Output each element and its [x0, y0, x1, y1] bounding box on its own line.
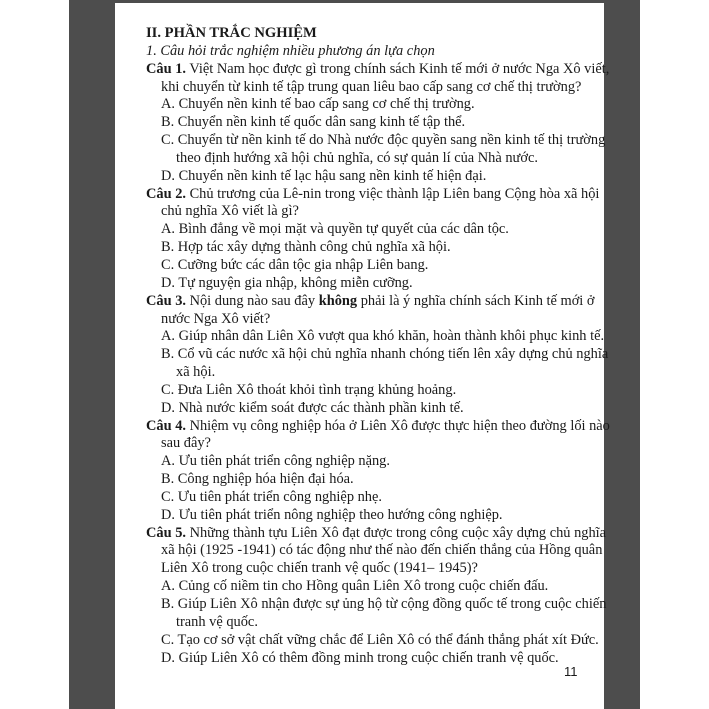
- question-label: Câu 3.: [146, 292, 186, 309]
- answer-option: [146, 168, 573, 186]
- question-text: xã hội (1925 -1941) có tác động như thế nào đến chiến thắng của Hồng quân: [161, 542, 603, 559]
- answer-option: [146, 257, 573, 275]
- question-text: Nhiệm vụ công nghiệp hóa ở Liên Xô được thực hiện theo đường lối nào: [185, 417, 610, 434]
- answer-option-text: theo định hướng xã hội chủ nghĩa, có sự quản lí của Nhà nước.: [176, 149, 538, 166]
- answer-option-text: C. Tạo cơ sở vật chất vững chắc để Liên Xô có thể đánh thắng phát xít Đức.: [161, 631, 599, 648]
- answer-option-text: xã hội.: [176, 364, 216, 381]
- answer-option: [146, 631, 599, 650]
- answer-option: [146, 400, 573, 418]
- answer-option: [146, 346, 609, 382]
- question-text: Những thành tựu Liên Xô đạt được trong công cuộc xây dựng chủ nghĩa: [185, 524, 607, 541]
- answer-option: [146, 382, 573, 400]
- question-text: Nội dung nào sau đây: [185, 292, 319, 309]
- question-label: Câu 4.: [146, 417, 186, 434]
- question-label: Câu 1.: [146, 60, 186, 77]
- question-text-line: [146, 524, 607, 543]
- section-subheading: 1. Câu hỏi trắc nghiệm nhiều phương án lựa chọn: [146, 42, 435, 59]
- answer-option-text: A. Giúp nhân dân Liên Xô vượt qua khó khăn, hoàn thành khôi phục kinh tế.: [161, 328, 605, 345]
- page-content: [146, 25, 610, 667]
- question-text: Việt Nam học được gì trong chính sách Kinh tế mới ở nước Nga Xô viết,: [185, 60, 610, 77]
- answer-option-text: B. Công nghiệp hóa hiện đại hóa.: [161, 471, 354, 488]
- answer-option: [146, 453, 573, 471]
- answer-option-text: D. Ưu tiên phát triển nông nghiệp theo hướng công nghiệp.: [161, 506, 503, 523]
- answer-option-text: C. Ưu tiên phát triển công nghiệp nhẹ.: [161, 488, 382, 505]
- answer-option: [146, 489, 573, 507]
- section-heading: II. PHẦN TRẮC NGHIỆM: [146, 25, 317, 41]
- question-text: khi chuyển từ kinh tế tập trung quan liêu bao cấp sang cơ chế thị trường?: [161, 78, 582, 95]
- answer-option: [146, 328, 605, 346]
- answer-option-text: A. Bình đẳng về mọi mặt và quyền tự quyết của các dân tộc.: [161, 221, 509, 238]
- question-text-line: [146, 435, 573, 453]
- question-text: phải là ý nghĩa chính sách Kinh tế mới ở: [357, 292, 595, 309]
- question-text: Liên Xô trong cuộc chiến tranh vệ quốc (1941– 1945)?: [161, 560, 478, 577]
- question-label: Câu 2.: [146, 185, 186, 202]
- answer-option: [146, 578, 573, 596]
- question-text-line: [146, 560, 573, 578]
- answer-option: [146, 114, 573, 132]
- answer-option-text: D. Tự nguyện gia nhập, không miễn cưỡng.: [161, 274, 413, 291]
- answer-option-text: tranh vệ quốc.: [176, 613, 258, 630]
- answer-option-text: A. Củng cố niềm tin cho Hồng quân Liên Xô trong cuộc chiến đấu.: [161, 578, 549, 595]
- answer-option: [146, 96, 573, 114]
- answer-option: [146, 239, 573, 257]
- answer-option-text: A. Chuyển nền kinh tế bao cấp sang cơ chế thị trường.: [161, 96, 475, 113]
- question-3: [146, 292, 609, 418]
- answer-option: [146, 275, 573, 293]
- answer-option-text: D. Chuyển nền kinh tế lạc hậu sang nền kinh tế hiện đại.: [161, 167, 487, 184]
- page-number: 11: [564, 664, 578, 679]
- question-5: [146, 524, 607, 668]
- question-text: Chủ trương của Lê-nin trong việc thành lập Liên bang Cộng hòa xã hội: [185, 185, 600, 202]
- answer-option: [146, 596, 607, 632]
- answer-option: [146, 471, 573, 489]
- question-1: [146, 60, 610, 186]
- answer-option-text: D. Giúp Liên Xô có thêm đồng minh trong cuộc chiến tranh vệ quốc.: [161, 649, 559, 666]
- question-text-line: [146, 203, 573, 221]
- answer-option: [146, 221, 573, 239]
- answer-option-text: C. Chuyển từ nền kinh tế do Nhà nước độc quyền sang nền kinh tế thị trường: [161, 132, 606, 149]
- question-text: chủ nghĩa Xô viết là gì?: [161, 203, 299, 220]
- question-text-line: [146, 542, 603, 560]
- answer-option-text: C. Cưỡng bức các dân tộc gia nhập Liên bang.: [161, 256, 429, 273]
- answer-option-text: B. Giúp Liên Xô nhận được sự ủng hộ từ cộng đồng quốc tế trong cuộc chiến: [161, 596, 607, 612]
- question-emphasis: không: [318, 292, 358, 309]
- question-4: [146, 417, 610, 525]
- answer-option: [146, 650, 573, 668]
- question-label: Câu 5.: [146, 524, 186, 541]
- answer-option-text: B. Chuyển nền kinh tế quốc dân sang kinh tế tập thể.: [161, 114, 466, 131]
- question-text: nước Nga Xô viết?: [161, 310, 271, 327]
- document-page: [115, 3, 610, 709]
- question-2: [146, 185, 600, 293]
- answer-option-text: C. Đưa Liên Xô thoát khỏi tình trạng khủng hoảng.: [161, 381, 457, 398]
- question-text-line: [146, 185, 600, 204]
- answer-option: [146, 507, 573, 525]
- question-text-line: [146, 292, 595, 311]
- question-text-line: [146, 60, 610, 79]
- question-text-line: [146, 311, 573, 329]
- answer-option-text: A. Ưu tiên phát triển công nghiệp nặng.: [161, 453, 390, 470]
- question-text-line: [146, 78, 582, 97]
- question-text-line: [146, 417, 610, 436]
- answer-option-text: D. Nhà nước kiểm soát được các thành phần kinh tế.: [161, 399, 464, 416]
- answer-option-text: B. Hợp tác xây dựng thành công chủ nghĩa xã hội.: [161, 239, 451, 256]
- answer-option-text: B. Cổ vũ các nước xã hội chủ nghĩa nhanh chóng tiến lên xây dựng chủ nghĩa: [161, 346, 609, 363]
- answer-option: [146, 132, 606, 168]
- question-text: sau đây?: [161, 435, 211, 452]
